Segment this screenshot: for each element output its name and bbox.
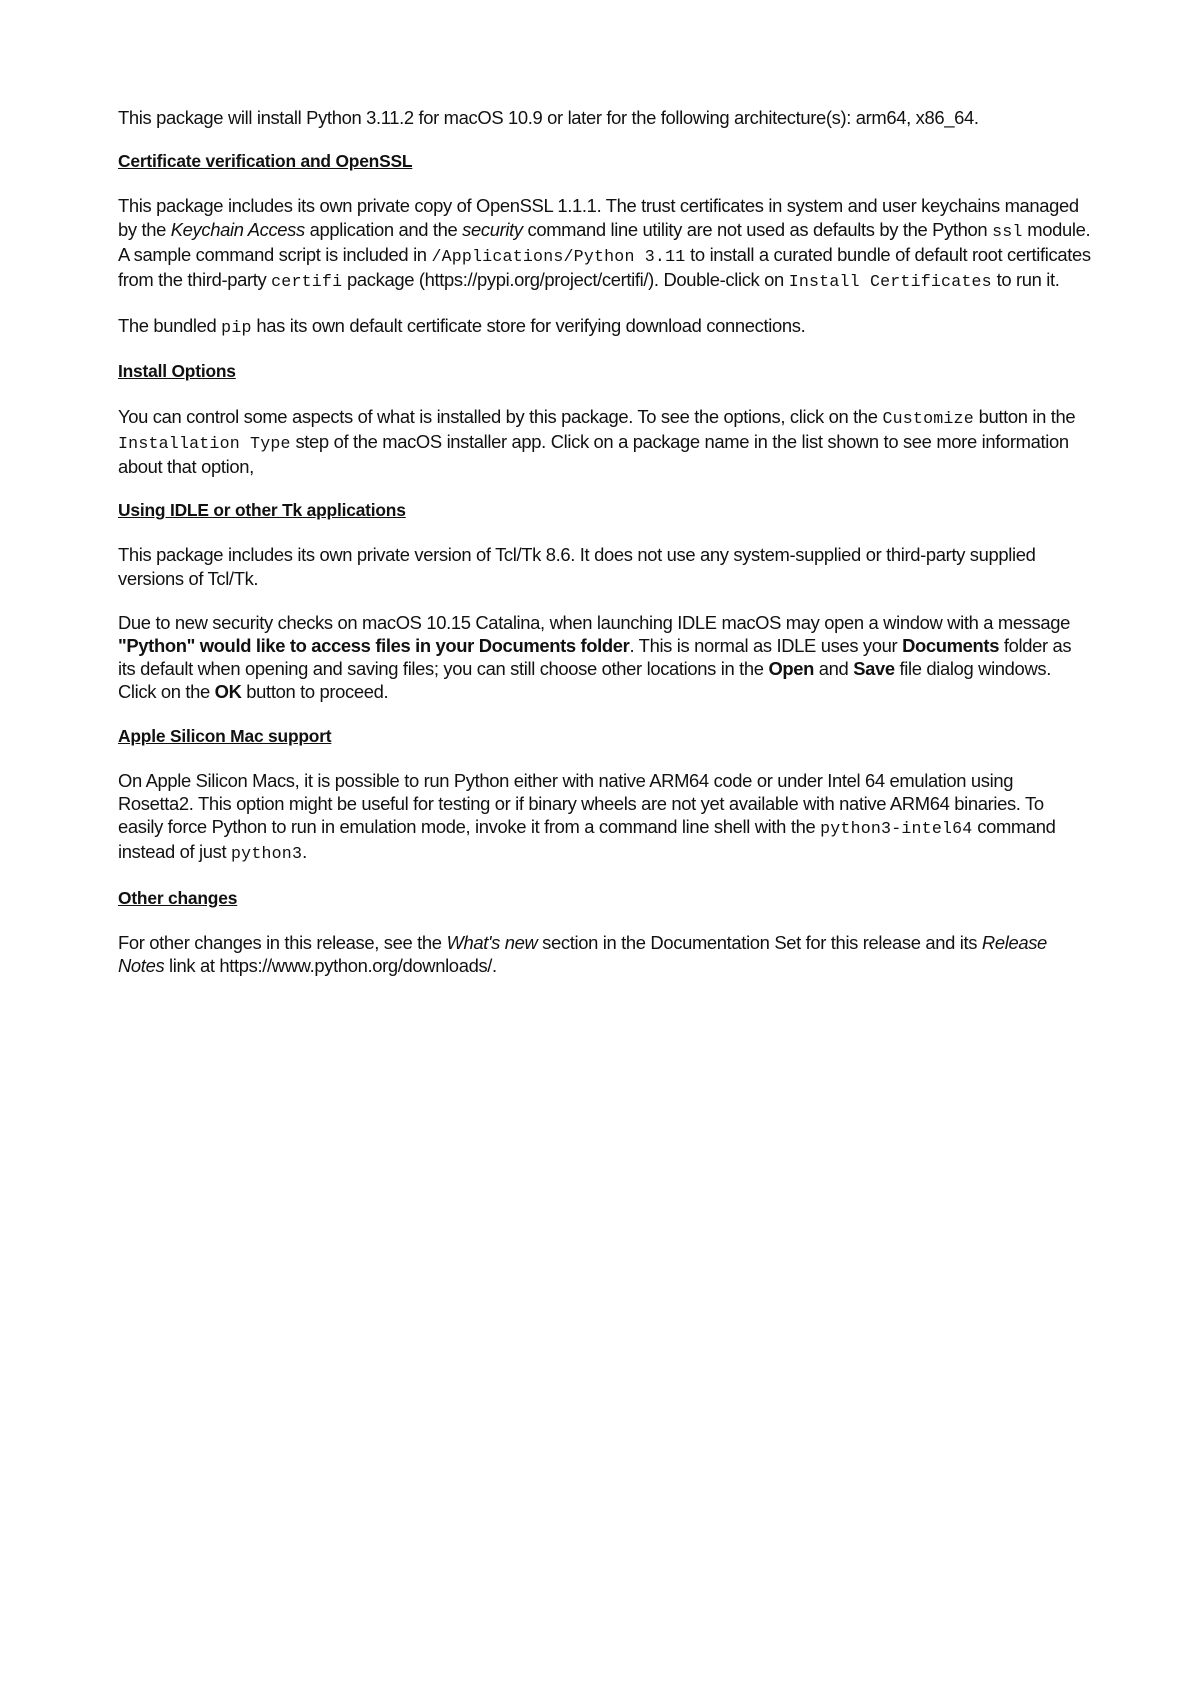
install-options-paragraph: You can control some aspects of what is installed by this package. To see the options, click on the Customize button in the Installation Type step of the macOS installer app. Click on a package name in the list shown to see more information about that option, — [118, 405, 1076, 478]
other-changes-paragraph: For other changes in this release, see the What's new section in the Documentation Set for this release and its Release Notes link at https://www.python.org/downloads/. — [118, 931, 1047, 977]
heading-install-options: Install Options — [118, 361, 236, 382]
certifi-code: certifi — [271, 272, 343, 292]
tcltk-paragraph: This package includes its own private version of Tcl/Tk 8.6. It does not use any system-supplied or third-party supplied versions of Tcl/Tk. — [118, 544, 1036, 589]
heading-apple-silicon: Apple Silicon Mac support — [118, 725, 332, 746]
install-certificates-code: Install Certificates — [788, 272, 992, 292]
intro-paragraph: This package will install Python 3.11.2 for macOS 10.9 or later for the following architecture(s): arm64, x86_64. — [118, 107, 979, 128]
certificates-paragraph: This package includes its own private copy of OpenSSL 1.1.1. The trust certificates in system and user keychains managed by the Keychain Access application and the security command line utility are not used as defaults by the Python ssl module. A sample command script is included in /Applications/Python 3.11 to install a curated bundle of default root certificates from the third-party certifi package (https://pypi.org/project/certifi/). Double-click on Install Certificates to run it. — [118, 195, 1091, 292]
open-term: Open — [768, 658, 815, 680]
apple-silicon-paragraph: On Apple Silicon Macs, it is possible to run Python either with native ARM64 code or under Intel 64 emulation using Rosetta2. This option might be useful for testing or if binary wheels are not yet available with native ARM64 binaries. To easily force Python to run in emulation mode, invoke it from a command line shell with the python3-intel64 command instead of just python3. — [118, 769, 1056, 864]
pip-code: pip — [221, 318, 252, 338]
python3-intel64-code: python3-intel64 — [820, 819, 973, 839]
release-notes-term: Release Notes — [118, 931, 1047, 977]
ssl-code: ssl — [992, 221, 1023, 241]
heading-certificates: Certificate verification and OpenSSL — [118, 151, 413, 172]
catalina-paragraph: Due to new security checks on macOS 10.15 Catalina, when launching IDLE macOS may open a window with a message "Python" would like to access files in your Documents folder. This is normal as IDLE uses your Documents folder as its default when opening and saving files; you can still choose other locations in the Open and Save file dialog windows. Click on the OK button to proceed. — [118, 611, 1072, 703]
customize-code: Customize — [882, 408, 974, 428]
readme-document — [118, 106, 1093, 998]
whats-new-term: What's new — [446, 931, 538, 953]
heading-other-changes: Other changes — [118, 887, 238, 908]
heading-idle: Using IDLE or other Tk applications — [118, 500, 406, 521]
python3-code: python3 — [231, 844, 303, 864]
pip-paragraph: The bundled pip has its own default certificate store for verifying download connections. — [118, 315, 806, 338]
documents-term: Documents — [902, 635, 1000, 657]
save-term: Save — [853, 658, 895, 680]
installation-type-code: Installation Type — [118, 433, 291, 453]
security-term: security — [462, 218, 523, 240]
keychain-access-term: Keychain Access — [170, 218, 305, 240]
ok-term: OK — [214, 681, 242, 703]
applications-path-code: /Applications/Python 3.11 — [431, 246, 686, 266]
documents-access-message: "Python" would like to access files in your Documents folder — [118, 635, 630, 657]
